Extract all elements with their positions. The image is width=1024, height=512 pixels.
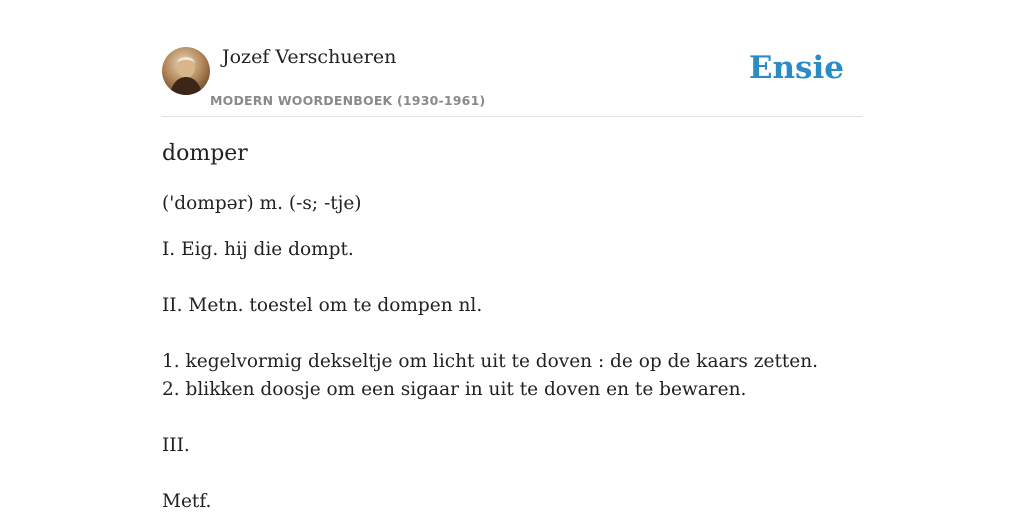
spacer <box>162 264 862 292</box>
entry-content <box>162 138 862 512</box>
entry-pronunciation: ('dompər) m. (-s; -tje) <box>162 193 362 214</box>
definition-line: I. Eig. hij die dompt. <box>162 239 354 260</box>
entry-headword: domper <box>162 141 248 166</box>
definition-line: 2. blikken doosje om een sigaar in uit te doven en te bewaren. <box>162 379 747 400</box>
author-avatar[interactable] <box>162 47 210 95</box>
spacer <box>162 460 862 488</box>
definition-line: III. <box>162 435 190 456</box>
ensie-logo[interactable]: Ensie <box>748 50 844 86</box>
definition-line: 1. kegelvormig dekseltje om licht uit te doven : de op de kaars zetten. <box>162 351 819 372</box>
definition-line: Metf. <box>162 491 212 512</box>
spacer <box>162 404 862 432</box>
source-label[interactable]: MODERN WOORDENBOEK (1930-1961) <box>210 93 486 108</box>
spacer <box>162 320 862 348</box>
author-portrait-icon <box>162 47 210 95</box>
definition-line: II. Metn. toestel om te dompen nl. <box>162 295 483 316</box>
page-header <box>162 0 862 117</box>
author-name[interactable]: Jozef Verschueren <box>222 46 397 68</box>
